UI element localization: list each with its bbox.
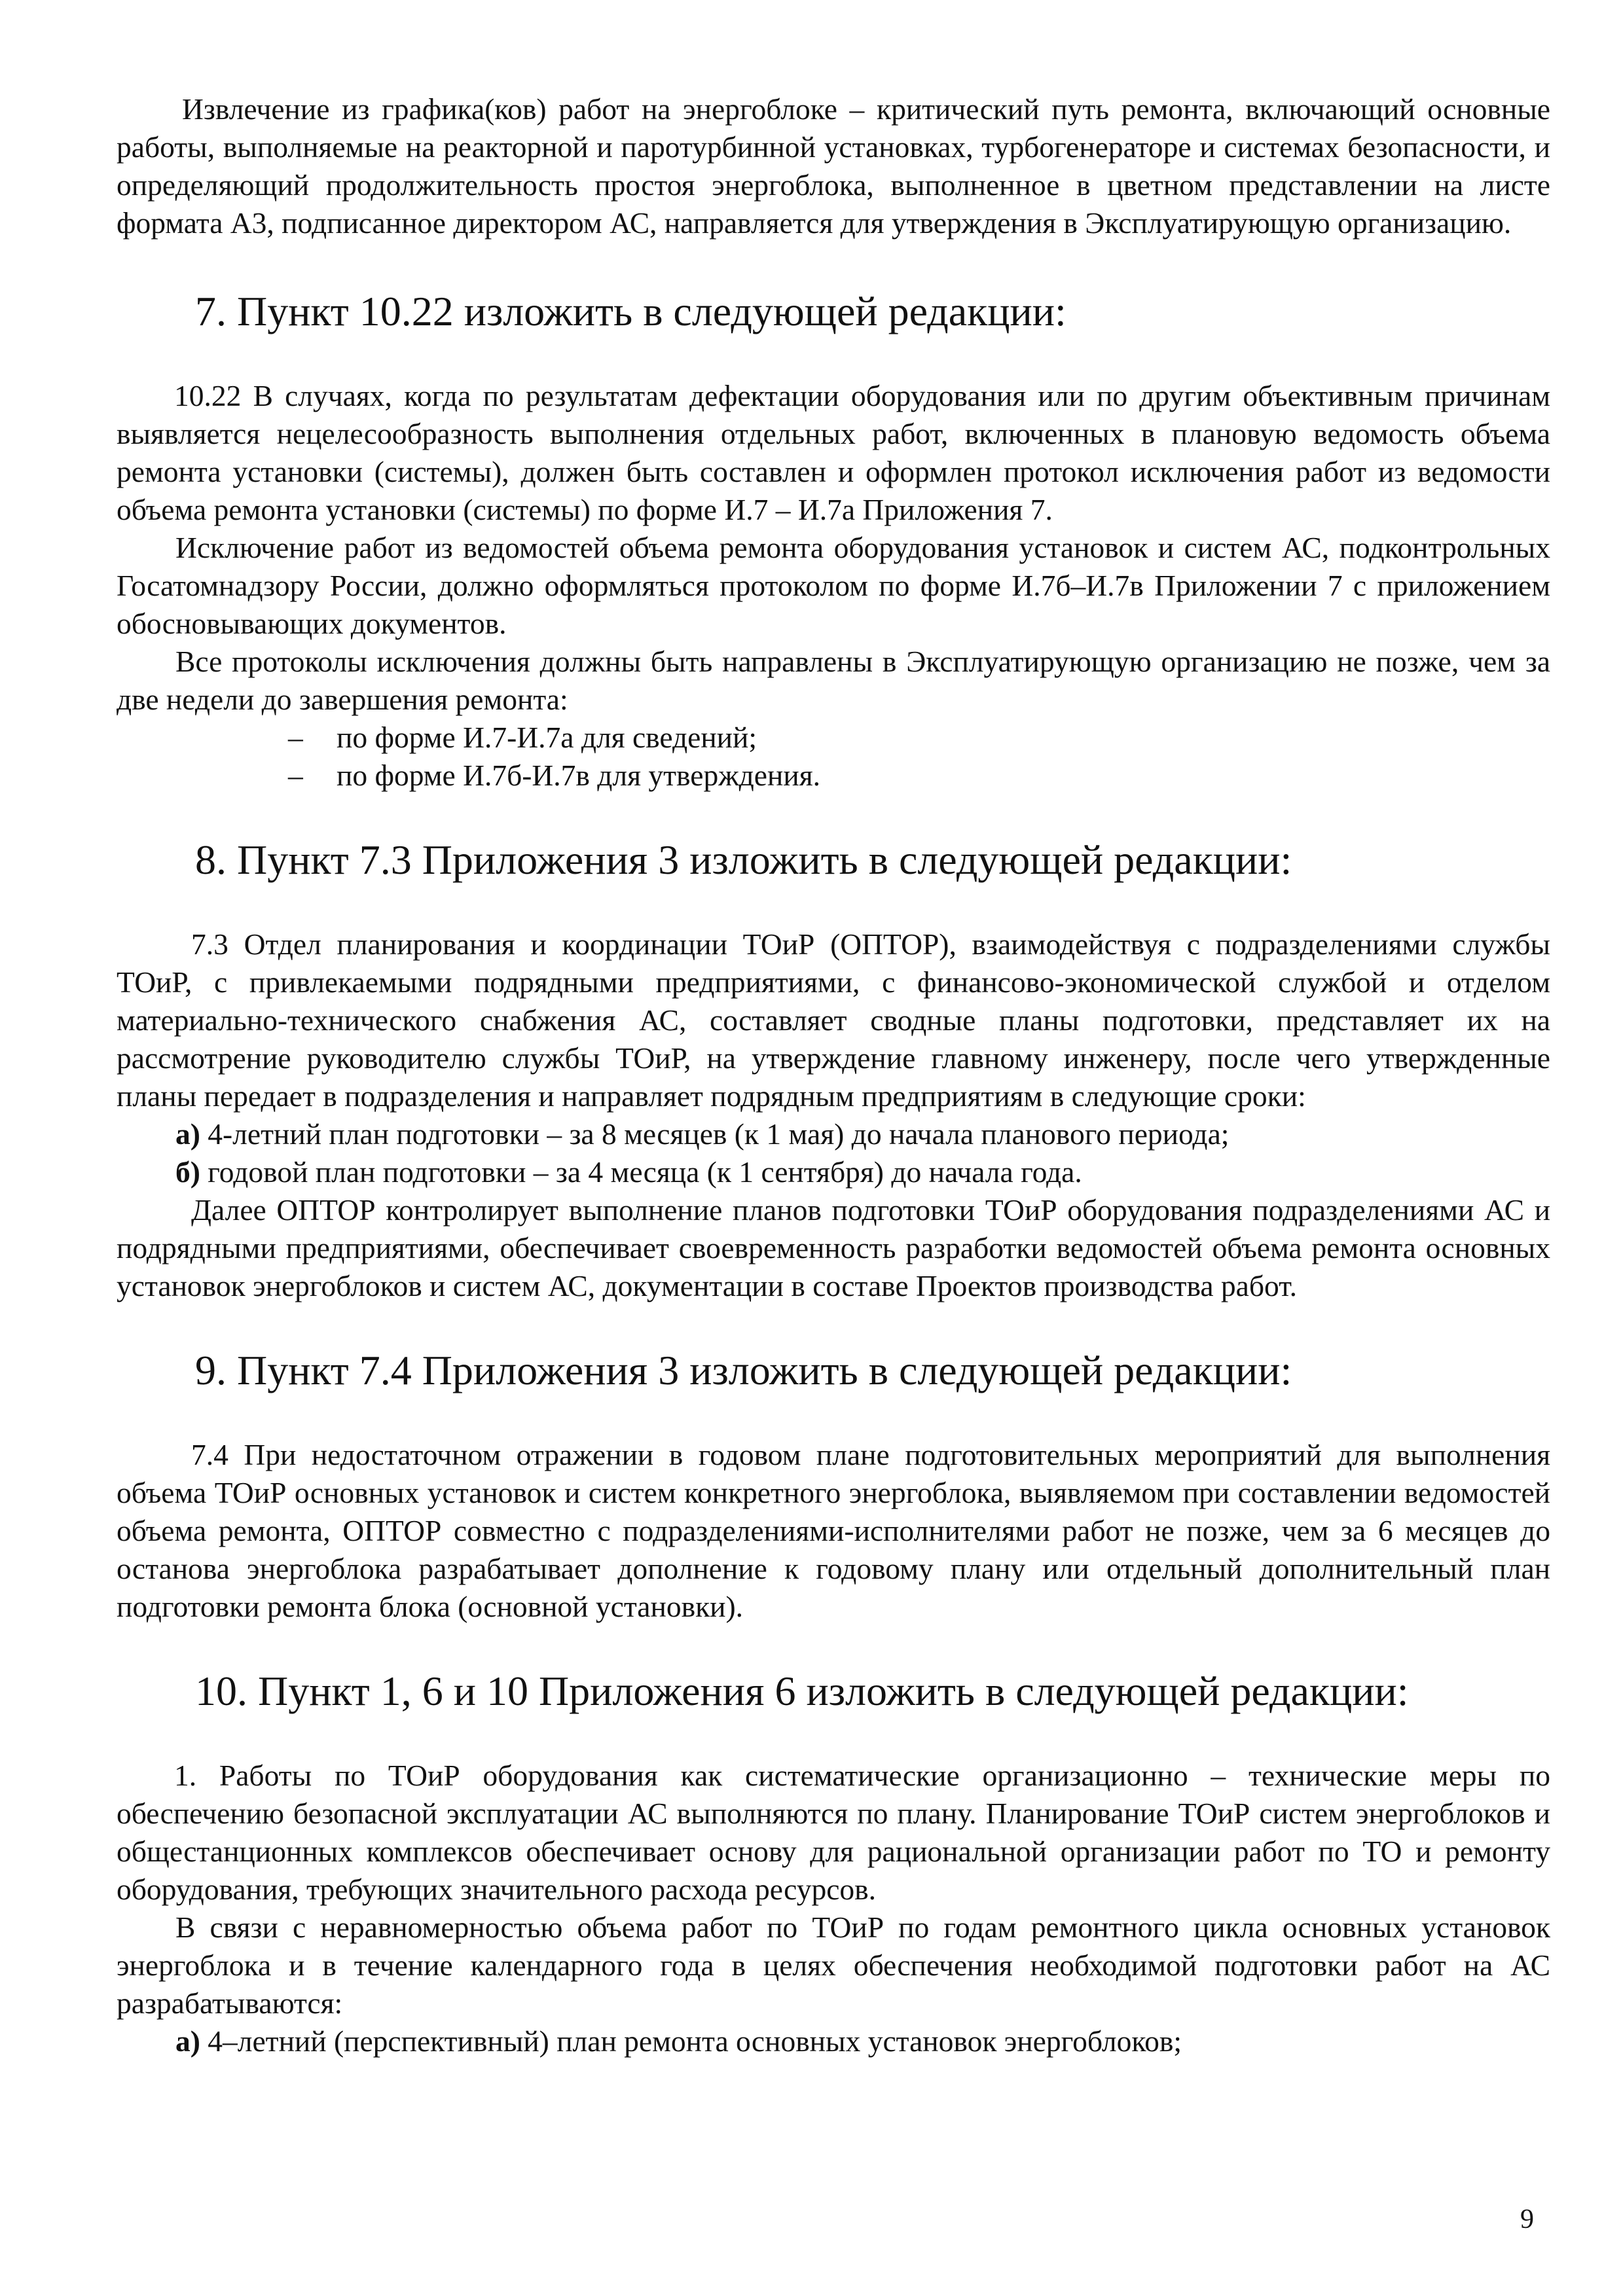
item-b-text: годовой план подготовки – за 4 месяца (к 1 сентября) до начала года. bbox=[200, 1155, 1082, 1189]
intro-paragraph: Извлечение из графика(ков) работ на энергоблоке – критический путь ремонта, включающий основные работы, выполняемые на реакторной и паротурбинной установках, турбогенераторе и системах безопасности, и определяющий продолжительность простоя энергоблока, выполненное в цветном представлении на листе формата А3, подписанное директором АС, направляется для утверждения в Эксплуатирующую организацию. bbox=[117, 92, 1550, 240]
item-a-text: 4-летний план подготовки – за 8 месяцев (к 1 мая) до начала планового периода; bbox=[200, 1117, 1230, 1151]
item-a-marker: а) bbox=[175, 2024, 200, 2058]
section-9-heading: 9. Пункт 7.4 Приложения 3 изложить в следующей редакции: bbox=[195, 1347, 1292, 1393]
section-10-paragraph-1: 1. Работы по ТОиР оборудования как систематические организационно – технические меры по обеспечению безопасной эксплуатации АС выполняются по плану. Планирование ТОиР систем энергоблоков и общестанционных комплексов обеспечивает основу для рациональной организации работ по ТО и ремонту оборудования, требующих значительного расхода ресурсов. bbox=[117, 1759, 1550, 1906]
item-a-text: 4–летний (перспективный) план ремонта основных установок энергоблоков; bbox=[200, 2024, 1182, 2058]
document-body bbox=[117, 90, 1550, 2060]
page-number: 9 bbox=[1520, 2204, 1534, 2234]
list-item bbox=[117, 719, 1550, 757]
list-dash: – bbox=[288, 721, 303, 754]
list-item bbox=[117, 757, 1550, 795]
item-a-marker: а) bbox=[175, 1117, 200, 1151]
section-8-item-b bbox=[117, 1153, 1550, 1191]
section-10-heading: 10. Пункт 1, 6 и 10 Приложения 6 изложить в следующей редакции: bbox=[195, 1668, 1409, 1714]
section-7-paragraph-1: 10.22 В случаях, когда по результатам дефектации оборудования или по другим объективным причинам выявляется нецелесообразность выполнения отдельных работ, включенных в плановую ведомость объема ремонта установки (системы), должен быть составлен и оформлен протокол исключения работ из ведомости объема ремонта установки (системы) по форме И.7 – И.7а Приложения 7. bbox=[117, 379, 1550, 526]
section-7-paragraph-3: Все протоколы исключения должны быть направлены в Эксплуатирующую организацию не позже, чем за две недели до завершения ремонта: bbox=[117, 645, 1550, 716]
list-item-text: по форме И.7б-И.7в для утверждения. bbox=[337, 759, 820, 792]
item-b-marker: б) bbox=[175, 1155, 200, 1189]
section-8-item-a bbox=[117, 1115, 1550, 1153]
section-7-paragraph-2: Исключение работ из ведомостей объема ремонта оборудования установок и систем АС, подконтрольных Госатомнадзору России, должно оформляться протоколом по форме И.7б–И.7в Приложении 7 с приложением обосновывающих документов. bbox=[117, 531, 1550, 640]
list-dash: – bbox=[288, 759, 303, 792]
section-10-paragraph-2: В связи с неравномерностью объема работ по ТОиР по годам ремонтного цикла основных установок энергоблока и в течение календарного года в целях обеспечения необходимой подготовки работ на АС разрабатываются: bbox=[117, 1910, 1550, 2020]
section-8-paragraph-2: Далее ОПТОР контролирует выполнение планов подготовки ТОиР оборудования подразделениями АС и подрядными предприятиями, обеспечивает своевременность разработки ведомостей объема ремонта основных установок энергоблоков и систем АС, документации в составе Проектов производства работ. bbox=[117, 1193, 1550, 1302]
section-9-paragraph-1: 7.4 При недостаточном отражении в годовом плане подготовительных мероприятий для выполнения объема ТОиР основных установок и систем конкретного энергоблока, выявляемом при составлении ведомостей объема ремонта, ОПТОР совместно с подразделениями-исполнителями работ не позже, чем за 6 месяцев до останова энергоблока разрабатывает дополнение к годовому плану или отдельный дополнительный план подготовки ремонта блока (основной установки). bbox=[117, 1438, 1550, 1623]
section-7-heading: 7. Пункт 10.22 изложить в следующей редакции: bbox=[195, 288, 1067, 334]
section-8-heading: 8. Пункт 7.3 Приложения 3 изложить в следующей редакции: bbox=[195, 836, 1292, 883]
list-item-text: по форме И.7-И.7а для сведений; bbox=[337, 721, 757, 754]
section-8-paragraph-1: 7.3 Отдел планирования и координации ТОиР (ОПТОР), взаимодействуя с подразделениями службы ТОиР, с привлекаемыми подрядными предприятиями, с финансово-экономической службой и отделом материально-технического снабжения АС, составляет сводные планы подготовки, представляет их на рассмотрение руководителю службы ТОиР, на утверждение главному инженеру, после чего утвержденные планы передает в подразделения и направляет подрядным предприятиям в следующие сроки: bbox=[117, 927, 1550, 1113]
section-10-item-a bbox=[117, 2022, 1550, 2060]
